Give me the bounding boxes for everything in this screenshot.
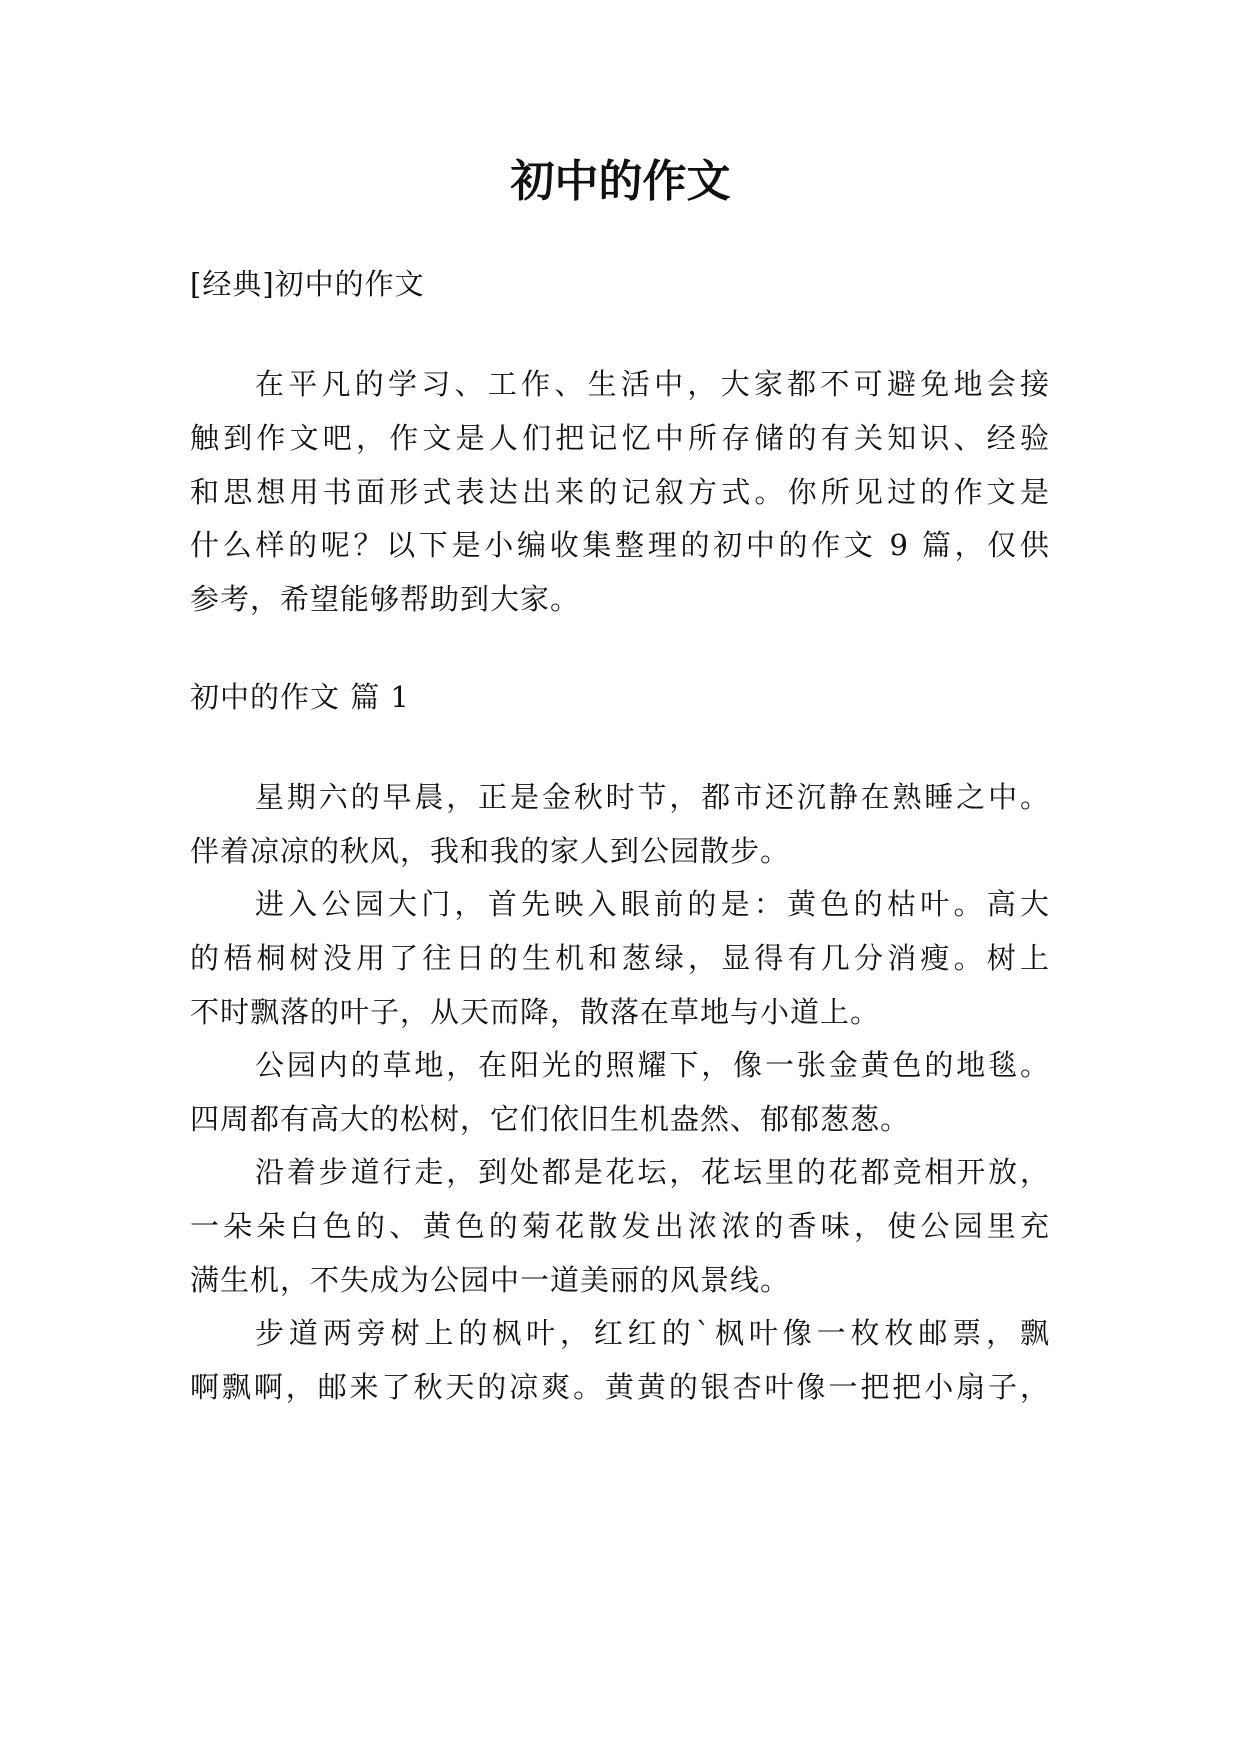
- intro-line: 和思想用书面形式表达出来的记叙方式。你所见过的作文是: [190, 475, 1050, 509]
- paragraph-line: 不时飘落的叶子，从天而降，散落在草地与小道上。: [190, 995, 881, 1029]
- document-subtitle: [经典]初中的作文: [190, 267, 425, 301]
- intro-line: 在平凡的学习、工作、生活中，大家都不可避免地会接: [255, 367, 1050, 401]
- intro-line: 触到作文吧，作文是人们把记忆中所存储的有关知识、经验: [190, 421, 1050, 455]
- paragraph-line: 啊飘啊，邮来了秋天的凉爽。黄黄的银杏叶像一把把小扇子，: [190, 1370, 1050, 1404]
- intro-line: 参考，希望能够帮助到大家。: [190, 582, 581, 616]
- paragraph-line: 星期六的早晨，正是金秋时节，都市还沉静在熟睡之中。: [255, 780, 1050, 814]
- document-title: 初中的作文: [510, 156, 731, 207]
- paragraph-line: 沿着步道行走，到处都是花坛，花坛里的花都竞相开放，: [255, 1155, 1050, 1189]
- paragraph-line: 公园内的草地，在阳光的照耀下，像一张金黄色的地毯。: [255, 1048, 1050, 1082]
- paragraph-line: 的梧桐树没用了往日的生机和葱绿，显得有几分消瘦。树上: [190, 941, 1050, 975]
- paragraph-line: 一朵朵白色的、黄色的菊花散发出浓浓的香味，使公园里充: [190, 1209, 1050, 1243]
- paragraph-line: 进入公园大门，首先映入眼前的是：黄色的枯叶。高大: [255, 887, 1050, 921]
- section-heading: 初中的作文 篇 1: [190, 680, 410, 714]
- paragraph-line: 伴着凉凉的秋风，我和我的家人到公园散步。: [190, 834, 791, 868]
- paragraph-line: 步道两旁树上的枫叶，红红的`枫叶像一枚枚邮票，飘: [255, 1316, 1050, 1350]
- paragraph-line: 四周都有高大的松树，它们依旧生机盎然、郁郁葱葱。: [190, 1102, 911, 1136]
- paragraph-line: 满生机，不失成为公园中一道美丽的风景线。: [190, 1263, 791, 1297]
- intro-line: 什么样的呢？以下是小编收集整理的初中的作文 9 篇，仅供: [190, 528, 1050, 562]
